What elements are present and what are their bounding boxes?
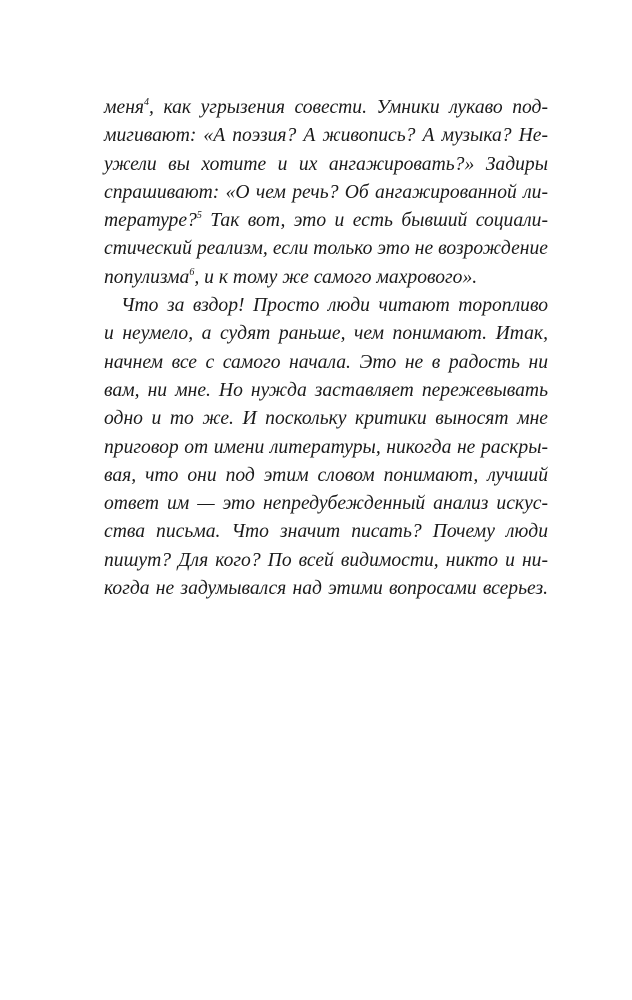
text-line: популизма$^6$, и к тому же самого махрового». [104, 266, 478, 288]
text-line: приговор от имени литературы, никогда не раскры- [104, 436, 548, 458]
paragraph-1 [104, 94, 548, 292]
text-line: тературе?$^5$ Так вот, это и есть бывший социали- [104, 210, 548, 232]
text-line: пишут? Для кого? По всей видимости, никто и ни- [104, 549, 548, 571]
text-line [104, 603, 548, 631]
paragraph-2 [104, 292, 548, 632]
text-line: меня$^4$, как угрызения совести. Умники лукаво под- [104, 97, 548, 118]
page-text [104, 94, 548, 632]
text-line: ства письма. Что значит писать? Почему люди [104, 521, 548, 543]
text-line: Что за вздор! Просто люди читают торопливо [121, 295, 548, 317]
text-line: одно и то же. И поскольку критики выносят мне [104, 408, 548, 430]
footnote-ref-5: 5 [196, 210, 202, 222]
text-line: стический реализм, если только это не возрождение [104, 238, 548, 260]
text-line: и неумело, а судят раньше, чем понимают. Итак, [104, 323, 548, 345]
text-line: спрашивают: «О чем речь? Об ангажированной ли- [104, 181, 548, 203]
text-line: вая, что они под этим словом понимают, лучший [104, 464, 548, 486]
text-line: вам, ни мне. Но нужда заставляет пережевывать [104, 379, 548, 401]
text-line: мигивают: «А поэзия? А живопись? А музыка? Не- [104, 125, 548, 147]
footnote-ref-6: 6 [189, 266, 195, 278]
footnote-ref-4: 4 [144, 97, 150, 108]
text-line: когда не задумывался над этими вопросами всерьез. [104, 578, 548, 600]
text-line: ужели вы хотите и их ангажировать?» Задиры [104, 153, 548, 175]
text-line: начнем все с самого начала. Это не в радость ни [104, 351, 548, 373]
text-line: ответ им — это непредубежденный анализ искус- [104, 493, 548, 515]
